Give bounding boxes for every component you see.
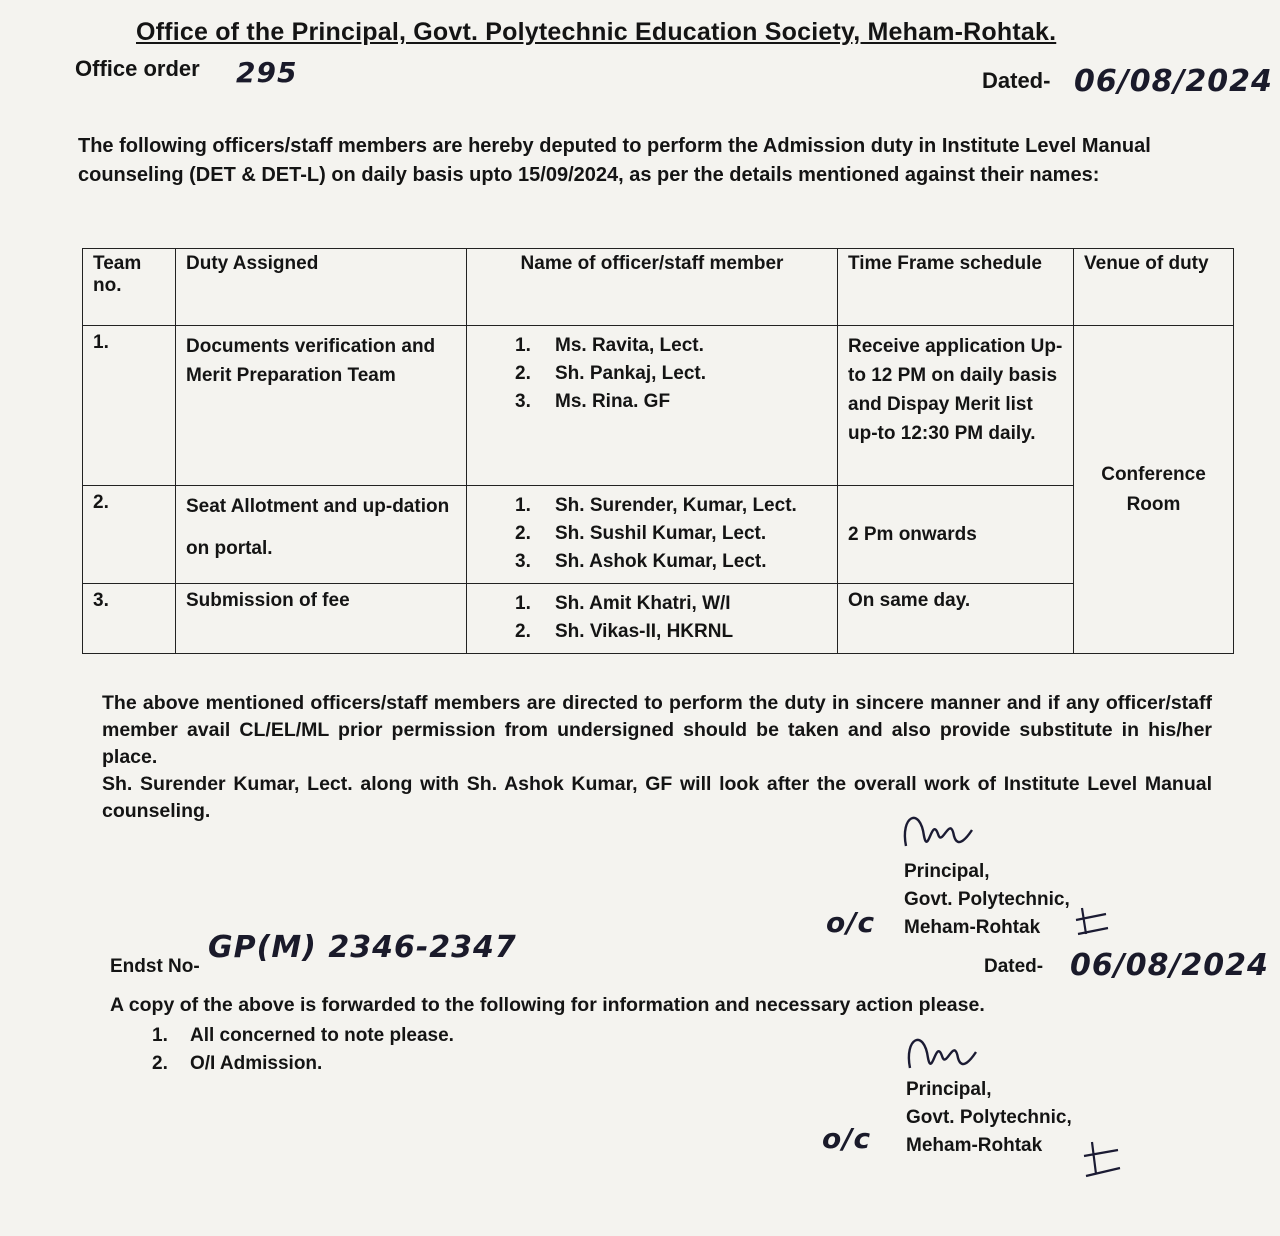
list-item: 2. Sh. Vikas-II, HKRNL	[515, 621, 734, 642]
endorsement-dated-value: 06/08/2024	[1070, 948, 1269, 983]
list-item: 1. Ms. Ravita, Lect.	[515, 335, 704, 356]
copy-forward-text: A copy of the above is forwarded to the following for information and necessary action please.	[110, 994, 985, 1016]
duty-assigned: Documents verification and Merit Preparation Team	[176, 326, 467, 486]
team-number: 3.	[83, 584, 176, 654]
list-item: 1. Sh. Surender, Kumar, Lect.	[515, 495, 797, 516]
header-team-no: Team no.	[83, 249, 176, 326]
initial-mark	[1072, 904, 1112, 940]
table-row	[83, 486, 1234, 584]
principal-signature-block	[906, 1076, 1072, 1160]
time-frame: 2 Pm onwards	[838, 486, 1074, 584]
header-venue: Venue of duty	[1074, 249, 1234, 326]
header-duty-assigned: Duty Assigned	[176, 249, 467, 326]
list-item: 2. Sh. Sushil Kumar, Lect.	[515, 523, 767, 544]
signature-title: Principal,	[904, 861, 990, 882]
closing-paragraph-2: Sh. Surender Kumar, Lect. along with Sh. Ashok Kumar, GF will look after the overall work of Institute Level Manual counseling.	[102, 773, 1212, 822]
initial-mark	[1080, 1138, 1124, 1182]
header-time-frame: Time Frame schedule	[838, 249, 1074, 326]
office-order-label: Office order	[75, 56, 200, 81]
table-row	[83, 326, 1234, 486]
oc-handwritten: o/c	[826, 906, 876, 939]
team-number: 1.	[83, 326, 176, 486]
principal-signature-block	[904, 858, 1070, 942]
office-order-number: 295	[236, 56, 298, 89]
closing-paragraph-1: The above mentioned officers/staff members are directed to perform the duty in sincere manner and if any officer/staff member avail CL/EL/ML prior permission from undersigned should be taken and also provide substitute in his/her place.	[102, 692, 1212, 768]
venue-cell: Conference Room	[1074, 326, 1234, 654]
signature-title: Principal,	[906, 1079, 992, 1100]
table-row	[83, 584, 1234, 654]
list-item: 3. Sh. Ashok Kumar, Lect.	[515, 551, 767, 572]
intro-paragraph: The following officers/staff members are hereby deputed to perform the Admission duty in Institute Level Manual counseling (DET & DET-L) on daily basis upto 15/09/2024, as per the details mentioned against their names:	[78, 135, 1151, 186]
list-item: 2. O/I Admission.	[152, 1053, 323, 1074]
member-list	[467, 584, 838, 654]
team-number: 2.	[83, 486, 176, 584]
duty-assigned: Submission of fee	[176, 584, 467, 654]
time-frame: Receive application Up-to 12 PM on daily basis and Dispay Merit list up-to 12:30 PM daily.	[838, 326, 1074, 486]
signature-institute: Govt. Polytechnic,	[904, 889, 1070, 910]
endorsement-dated-label: Dated-	[984, 956, 1044, 977]
signature-institute: Govt. Polytechnic,	[906, 1107, 1072, 1128]
list-item: 1. Sh. Amit Khatri, W/I	[515, 593, 731, 614]
signature-location: Meham-Rohtak	[906, 1135, 1043, 1156]
list-item: 2. Sh. Pankaj, Lect.	[515, 363, 706, 384]
list-item: 3. Ms. Rina. GF	[515, 391, 671, 412]
member-list	[467, 486, 838, 584]
table-header-row	[83, 249, 1234, 326]
endorsement-number: GP(M) 2346-2347	[208, 930, 517, 965]
signature-scribble	[898, 806, 978, 866]
oc-handwritten: o/c	[822, 1122, 872, 1155]
dated-label: Dated-	[982, 68, 1051, 93]
member-list	[467, 326, 838, 486]
duty-assigned: Seat Allotment and up-dation on portal.	[176, 486, 467, 584]
copy-recipient-list	[152, 1022, 454, 1078]
list-item: 1. All concerned to note please.	[152, 1025, 454, 1046]
time-frame: On same day.	[838, 584, 1074, 654]
endorsement-label: Endst No-	[110, 956, 200, 977]
header-officer-name: Name of officer/staff member	[467, 249, 838, 326]
duty-table	[82, 248, 1234, 654]
office-header-title: Office of the Principal, Govt. Polytechnic Education Society, Meham-Rohtak.	[136, 18, 1057, 46]
closing-text	[102, 690, 1212, 825]
dated-value: 06/08/2024	[1074, 64, 1273, 99]
signature-location: Meham-Rohtak	[904, 917, 1041, 938]
